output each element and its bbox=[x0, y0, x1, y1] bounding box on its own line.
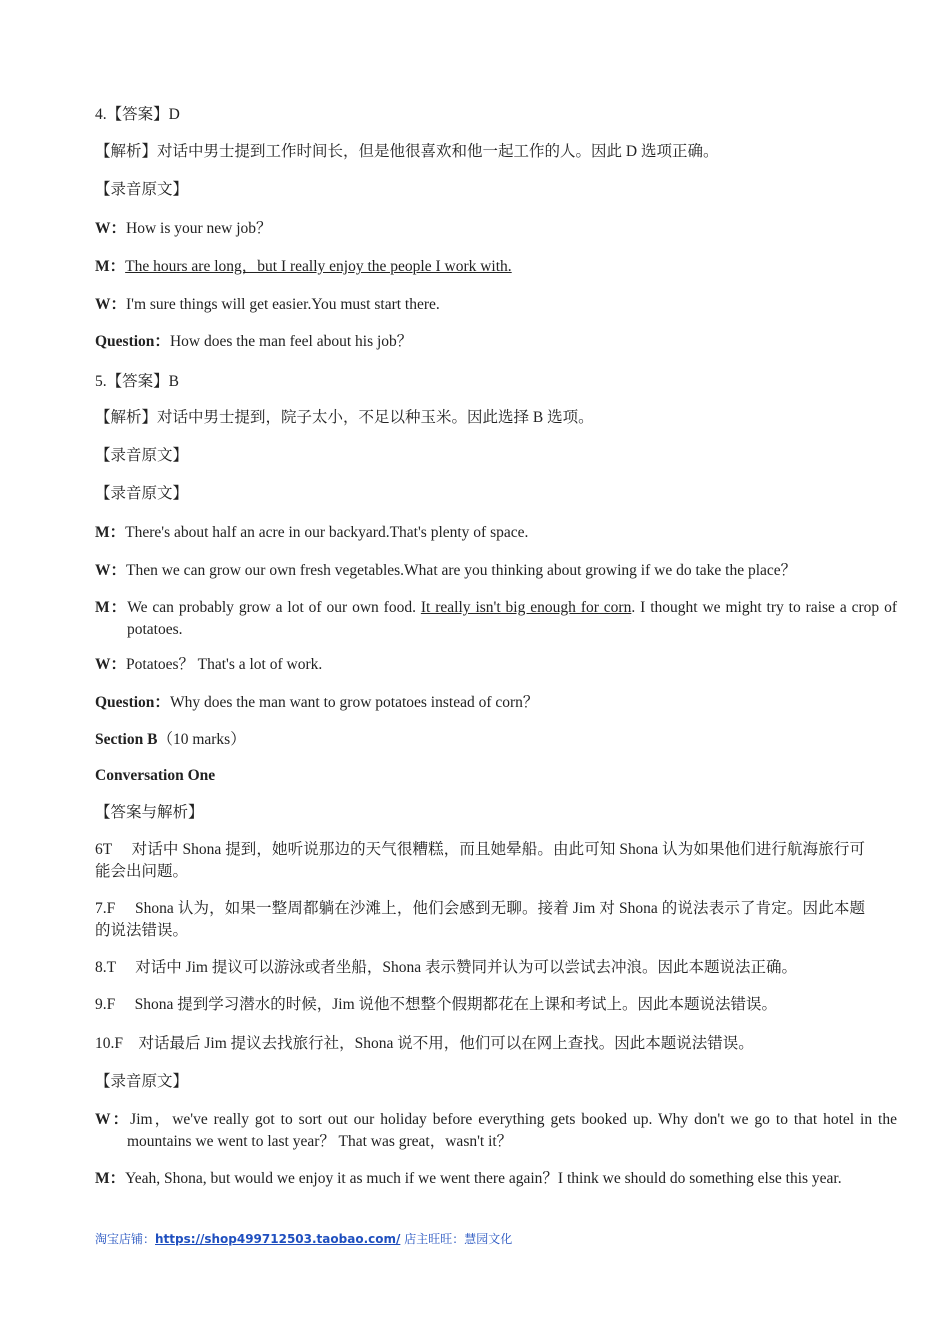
q5-line-w1 bbox=[95, 560, 865, 582]
dialogue-text: There's about half an acre in our backyard.That's plenty of space. bbox=[125, 524, 529, 541]
q5-line-m1 bbox=[95, 522, 865, 544]
dialogue-text-underlined: The hours are long，but I really enjoy the people I work with. bbox=[125, 258, 512, 275]
footer-owner: 店主旺旺：慧园文化 bbox=[400, 1232, 513, 1246]
section-b-heading bbox=[95, 729, 865, 751]
dialogue-text: Jim，we've really got to sort out our holiday before everything gets booked up. Why don't we go to that hotel in the mountains we went to last year？ That was great，wasn't it？ bbox=[127, 1111, 897, 1150]
page-footer bbox=[95, 1230, 512, 1247]
q4-question bbox=[95, 331, 865, 353]
answer-item-7: 7.F Shona 认为，如果一整周都躺在沙滩上，他们会感到无聊。接着 Jim 对 Shona 的说法表示了肯定。因此本题的说法错误。 bbox=[95, 900, 865, 939]
section-title: Section B bbox=[95, 731, 158, 748]
speaker-label: W： bbox=[95, 220, 127, 237]
question-text: How does the man feel about his job？ bbox=[169, 333, 413, 350]
conversation-title: Conversation One bbox=[95, 767, 216, 784]
question-label: Question： bbox=[95, 333, 170, 350]
speaker-label: M： bbox=[95, 599, 128, 616]
footer-shop-link[interactable]: https://shop499712503.taobao.com/ bbox=[155, 1232, 401, 1246]
speaker-label: W： bbox=[95, 562, 127, 579]
speaker-label: W： bbox=[95, 296, 127, 313]
dialogue-text: Then we can grow our own fresh vegetables.What are you thinking about growing if we do take the place？ bbox=[126, 562, 797, 579]
q4-analysis: 【解析】对话中男士提到工作时间长，但是他很喜欢和他一起工作的人。因此 D 选项正确。 bbox=[95, 143, 719, 160]
conv-line-w1 bbox=[95, 1109, 897, 1153]
q4-line-w2 bbox=[95, 294, 865, 316]
dialogue-text: I'm sure things will get easier.You must start there. bbox=[126, 296, 440, 313]
q5-transcript-label-1: 【录音原文】 bbox=[95, 447, 189, 464]
speaker-label: M： bbox=[95, 1170, 126, 1187]
answer-item-8: 8.T 对话中 Jim 提议可以游泳或者坐船，Shona 表示赞同并认为可以尝试去冲浪。因此本题说法正确。 bbox=[95, 959, 797, 976]
section-b-transcript-label: 【录音原文】 bbox=[95, 1073, 189, 1090]
q5-analysis: 【解析】对话中男士提到，院子太小，不足以种玉米。因此选择 B 选项。 bbox=[95, 409, 594, 426]
dialogue-text-underlined: It really isn't big enough for corn bbox=[420, 599, 632, 616]
answers-label: 【答案与解析】 bbox=[95, 804, 204, 821]
q5-transcript-label-2: 【录音原文】 bbox=[95, 485, 189, 502]
q4-line-m bbox=[95, 256, 865, 278]
dialogue-text: Potatoes？ That's a lot of work. bbox=[126, 656, 323, 673]
answer-item-10: 10.F 对话最后 Jim 提议去找旅行社，Shona 说不用，他们可以在网上查找。因此本题说法错误。 bbox=[95, 1035, 754, 1052]
dialogue-text: Yeah, Shona, but would we enjoy it as much if we went there again？I think we should do something else this year. bbox=[125, 1170, 842, 1187]
q4-answer: 4.【答案】D bbox=[95, 106, 180, 123]
q5-question bbox=[95, 692, 865, 714]
speaker-label: M： bbox=[95, 524, 126, 541]
answer-item-9: 9.F Shona 提到学习潜水的时候，Jim 说他不想整个假期都花在上课和考试上。因此本题说法错误。 bbox=[95, 996, 778, 1013]
q5-line-w2 bbox=[95, 654, 865, 676]
speaker-label: W： bbox=[95, 1111, 131, 1128]
speaker-label: M： bbox=[95, 258, 126, 275]
dialogue-text: We can probably grow a lot of our own food. bbox=[127, 599, 421, 616]
speaker-label: W： bbox=[95, 656, 127, 673]
dialogue-text: . I thought we might try to raise a crop of potatoes. bbox=[127, 599, 897, 638]
conv-line-m1 bbox=[95, 1168, 897, 1190]
question-label: Question： bbox=[95, 694, 170, 711]
q4-transcript-label: 【录音原文】 bbox=[95, 181, 189, 198]
dialogue-text: How is your new job？ bbox=[126, 220, 272, 237]
footer-shop-label: 淘宝店铺： bbox=[95, 1232, 156, 1246]
q5-answer: 5.【答案】B bbox=[95, 373, 179, 390]
question-text: Why does the man want to grow potatoes instead of corn？ bbox=[169, 694, 539, 711]
q5-line-m2 bbox=[95, 597, 897, 641]
section-marks: （10 marks） bbox=[157, 731, 246, 748]
q4-line-w1 bbox=[95, 218, 865, 240]
answer-item-6: 6T 对话中 Shona 提到，她听说那边的天气很糟糕，而且她晕船。由此可知 Shona 认为如果他们进行航海旅行可能会出问题。 bbox=[95, 841, 865, 880]
